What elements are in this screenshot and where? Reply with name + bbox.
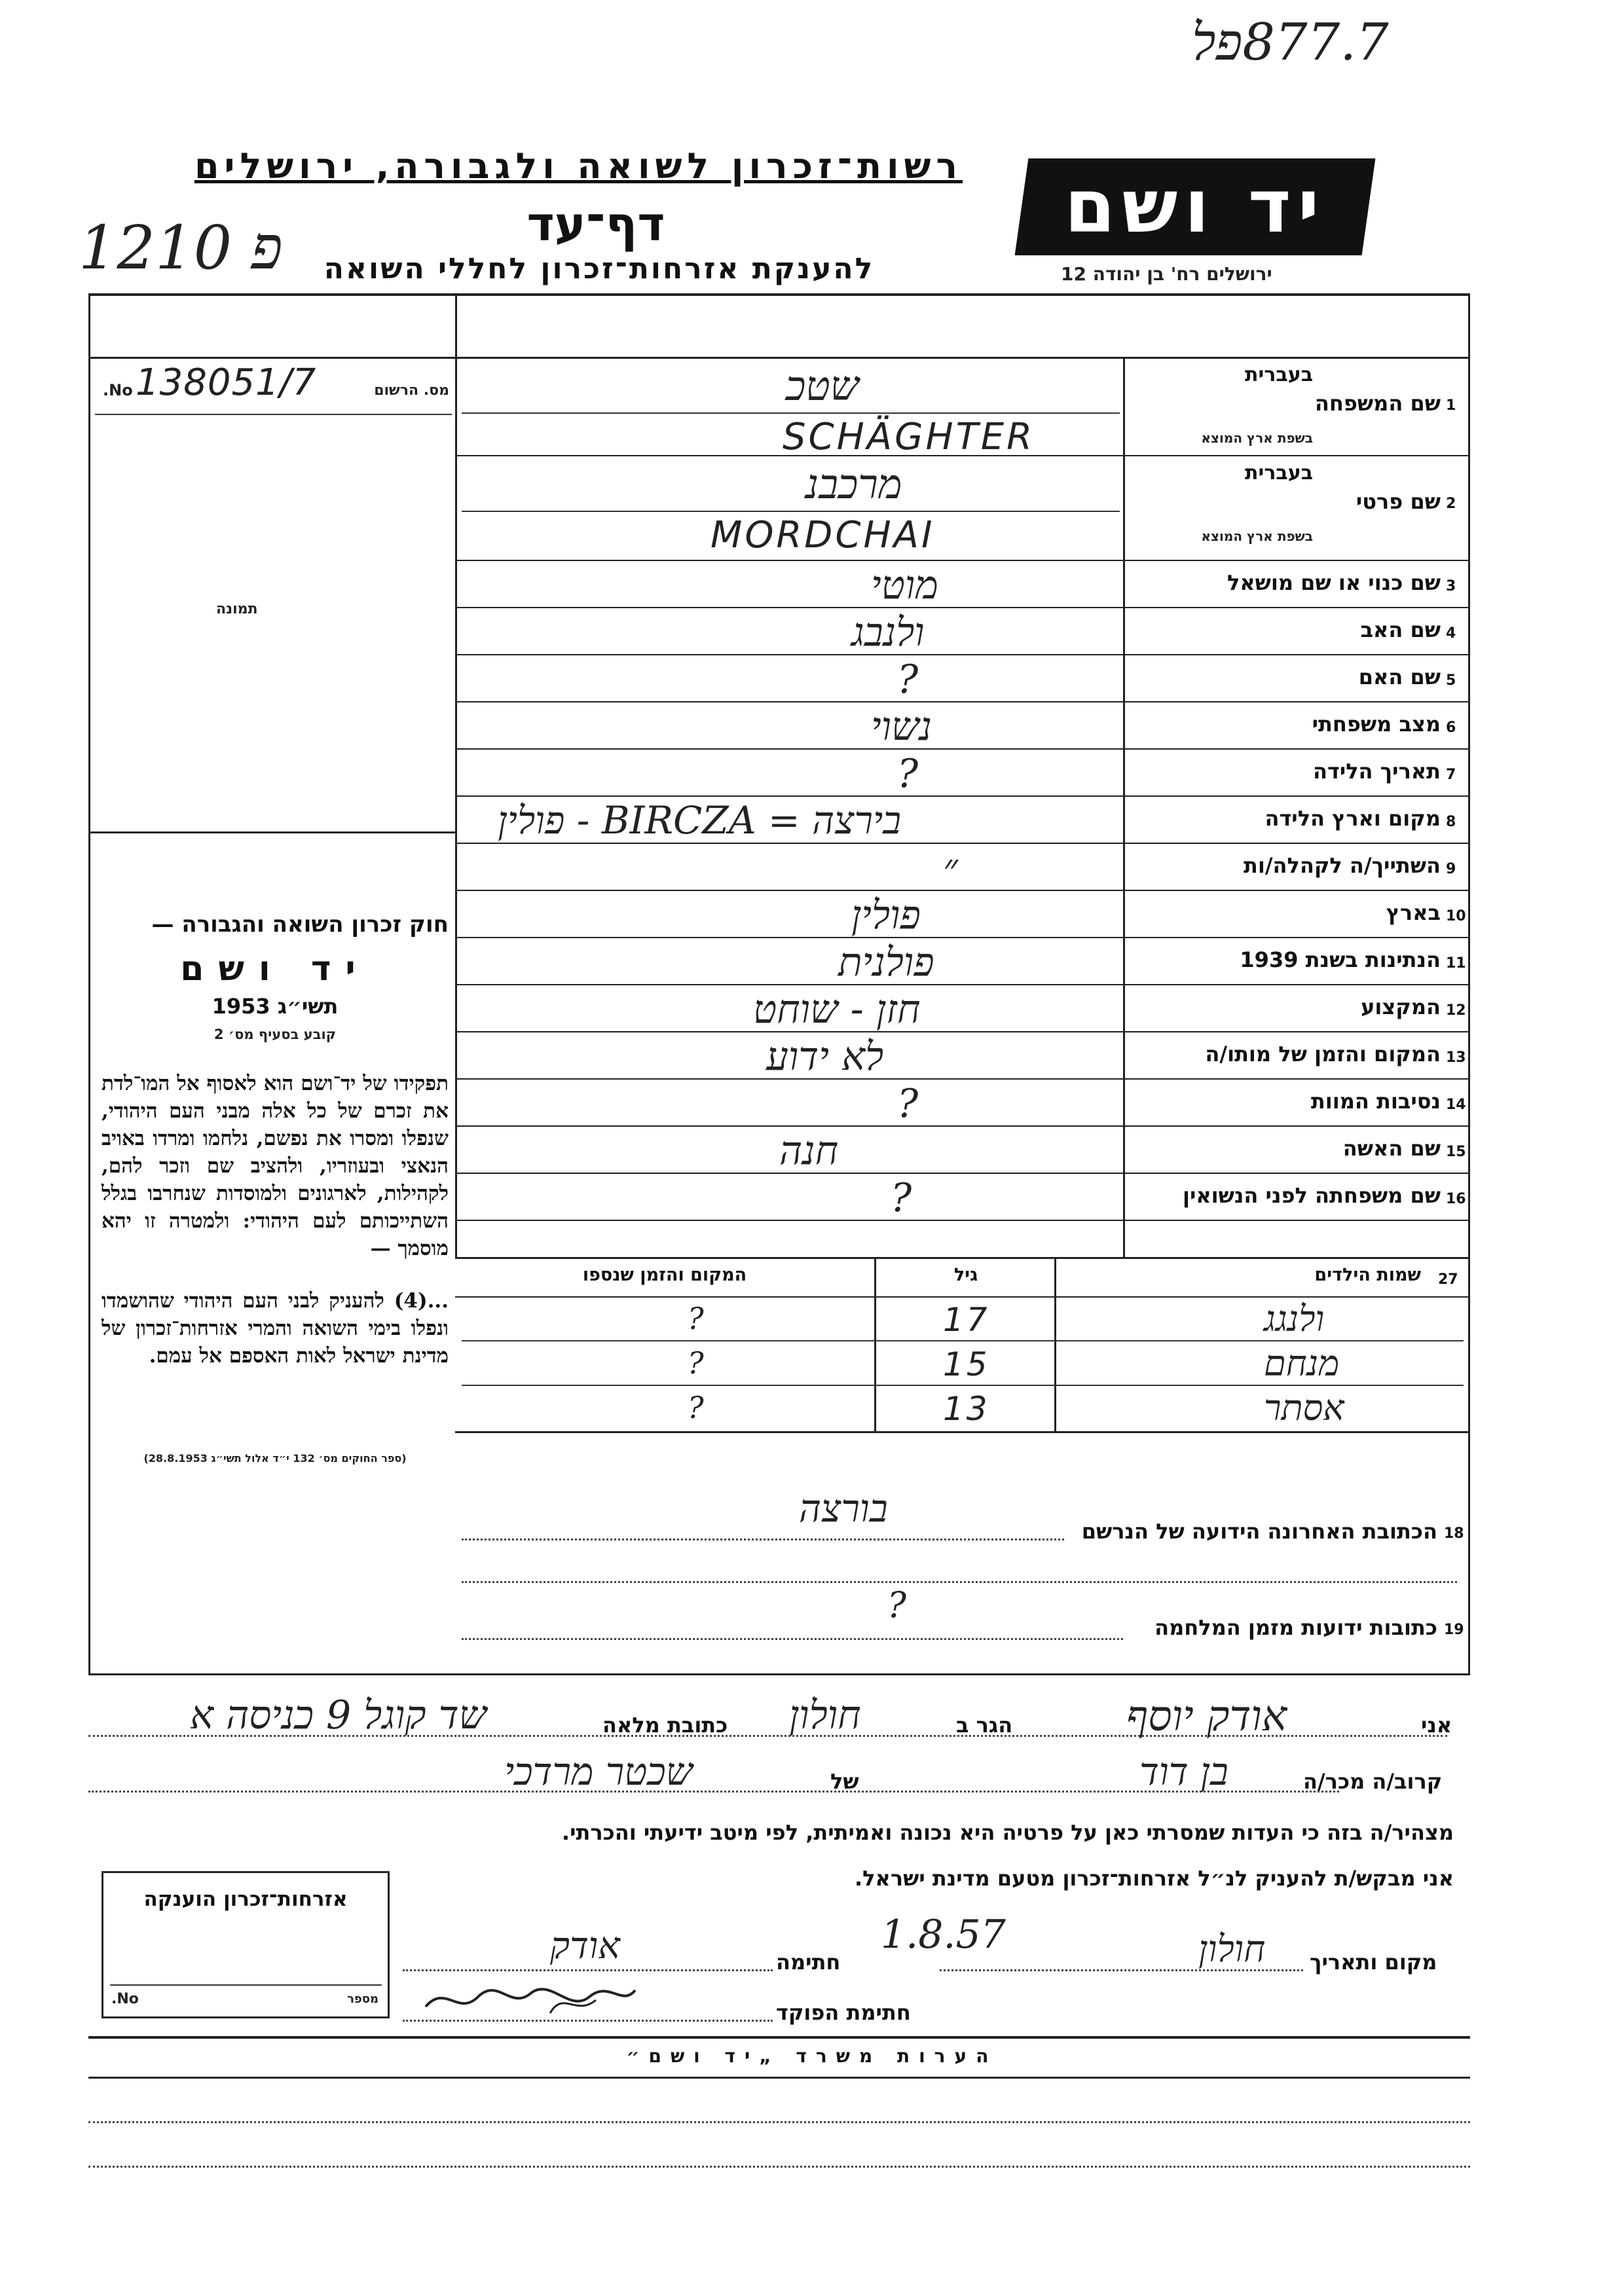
child-name: ולנגג [1264, 1298, 1325, 1339]
field-number-3: 3 [1446, 578, 1456, 594]
field-label-11: הנתינות בשנת 1939 [1240, 947, 1441, 972]
child-age: 15 [943, 1345, 990, 1383]
relation-label: קרוב/ה מכר/ה [1303, 1769, 1443, 1794]
field-label-12: המקצוע [1361, 994, 1441, 1019]
law-source: (ספר החוקים מס׳ 132 י״ד אלול תשי״ג 28.8.1953) [143, 1452, 407, 1465]
field-number-13: 13 [1446, 1049, 1466, 1066]
field-label-6: מצב משפחתי [1312, 712, 1441, 737]
field-number-2: 2 [1446, 496, 1456, 512]
field-label-14: נסיבות המוות [1310, 1089, 1441, 1114]
document-title: דף־עד [526, 196, 665, 251]
field-value-origin-1: SCHÄGHTER [783, 416, 1035, 458]
field-value-9: ״ [943, 845, 958, 891]
child-death-place: ? [688, 1301, 704, 1336]
yad-vashem-logo: יד ושם [1015, 158, 1376, 255]
field-number-1: 1 [1446, 397, 1456, 414]
field-label-8: מקום וארץ הלידה [1264, 806, 1441, 831]
field-label-4: שם האב [1360, 617, 1441, 642]
logo-address: ירושלים רח' בן יהודה 12 [1061, 263, 1272, 285]
registration-number: 138051/7 [136, 361, 317, 404]
field-label-13: המקום והזמן של מותו/ה [1205, 1042, 1441, 1066]
field-value-10: פולין [851, 892, 921, 938]
field-label-5: שם האם [1358, 665, 1441, 689]
field-sublabel-hebrew-2: בעברית [1245, 462, 1313, 484]
field-value-origin-2: MORDCHAI [710, 514, 935, 556]
declarant-name: אודק יוסף [1126, 1692, 1287, 1741]
field-number-6: 6 [1446, 720, 1456, 736]
citizenship-stamp-box: אזרחות־זכרון הוענקה No. מספר [101, 1871, 390, 2018]
field-number-18: 18 [1444, 1525, 1464, 1542]
declarant-ani-label: אני [1421, 1713, 1452, 1738]
law-title: חוק זכרון השואה והגבורה — [151, 911, 449, 938]
field-value-13: לא ידוע [766, 1034, 884, 1080]
field-number-8: 8 [1446, 814, 1456, 830]
relation-of-name: שכטר מרדכי [504, 1749, 693, 1794]
signature-label: חתימה [776, 1950, 841, 1975]
field-value-12: חזן - שוחט [753, 987, 921, 1032]
child-name: מנחם [1264, 1343, 1340, 1384]
field-value-5: ? [897, 657, 919, 702]
field-number-12: 12 [1446, 1002, 1466, 1019]
law-name: יד ושם [180, 949, 370, 989]
archive-reference: 877.7פל [1192, 13, 1389, 72]
children-place-header: המקום והזמן שנספו [582, 1265, 747, 1285]
field-value-7: ? [897, 751, 919, 797]
field-label-10: בארץ [1386, 900, 1441, 925]
field-number-15: 15 [1446, 1144, 1466, 1160]
declarant-signature: אודק [550, 1925, 620, 1967]
field-label-7: תאריך הלידה [1312, 759, 1441, 784]
field-value-6: נשוי [871, 704, 932, 750]
authority-title: רשות־זכרון לשואה ולגבורה, ירושלים [194, 145, 963, 187]
handwritten-file-mark: פ 1210 [79, 213, 283, 283]
child-name: אסתר [1264, 1387, 1344, 1429]
children-names-header: שמות הילדים [1314, 1265, 1421, 1285]
field-sublabel-origin-1: בשפת ארץ המוצא [1201, 430, 1313, 446]
field-value-8: בירצה = BIRCZA - פולין [498, 798, 902, 843]
field-number-5: 5 [1446, 672, 1456, 689]
field-value-3: מוטי [871, 562, 938, 608]
field-label-16: שם משפחתה לפני הנשואין [1182, 1183, 1441, 1208]
place-date-label: מקום ותאריך [1310, 1950, 1437, 1975]
field-value-15: חנה [779, 1128, 839, 1174]
law-clause: קובע בסעיף מס׳ 2 [213, 1027, 337, 1042]
declarant-city: חולון [789, 1692, 861, 1738]
field-number-19: 19 [1444, 1622, 1464, 1638]
field-value-hebrew-2: מרכבנ [805, 460, 902, 508]
declarant-address-label: כתובת מלאה [602, 1713, 728, 1738]
field-value-18: בורצה [799, 1486, 888, 1531]
place-value: חולון [1198, 1928, 1266, 1971]
declaration-line-1: מצהיר/ה בזה כי העדות שמסרתי כאן על פרטיה היא נכונה ואמיתית, לפי מיטב ידיעתי והכרתי. [561, 1820, 1454, 1845]
field-sublabel-origin-2: בשפת ארץ המוצא [1201, 528, 1313, 544]
field-number-14: 14 [1446, 1097, 1466, 1113]
field-label-1: שם המשפחה [1314, 391, 1441, 416]
children-field-number: 27 [1438, 1271, 1458, 1288]
children-age-header: גיל [953, 1265, 978, 1285]
declarant-lives-label: הגר ב [956, 1713, 1013, 1738]
declaration-line-2: אני מבקש/ת להעניק לנ״ל אזרחות־זכרון מטעם מדינת ישראל. [855, 1866, 1454, 1891]
field-number-16: 16 [1446, 1191, 1466, 1207]
document-subtitle: להענקת אזרחות־זכרון לחללי השואה [323, 252, 875, 285]
field-number-7: 7 [1446, 767, 1456, 783]
field-value-11: פולנית [838, 939, 934, 985]
field-sublabel-hebrew-1: בעברית [1245, 363, 1313, 386]
child-death-place: ? [688, 1390, 704, 1425]
official-signature-scribble [419, 1977, 642, 2023]
photo-placeholder: תמונה [216, 601, 258, 617]
field-label-19: כתובות ידועות מזמן המלחמה [1154, 1615, 1437, 1640]
child-age: 13 [943, 1390, 990, 1428]
child-death-place: ? [688, 1345, 704, 1381]
relation-of-label: של [830, 1769, 859, 1794]
law-text-1: תפקידו של יד־ושם הוא לאסוף אל המו־לדת את זכרם של כל אלה מבני העם היהודי, שנפלו ומסרו את נפשם, נלחמו ומרדו באויב הנאצי ובעוזריו, ולהציב שם וזכר להם, לקהילות, לארגונים ולמוסדות שנחרבו בגלל השתייכותם לעם היהודי: ולמטרה זו יהא מוסמך — [101, 1072, 449, 1260]
field-label-18: הכתובת האחרונה הידועה של הנרשם [1081, 1519, 1437, 1544]
declarant-address: שד קוגל 9 כניסה א [190, 1692, 487, 1738]
field-number-11: 11 [1446, 955, 1466, 972]
field-number-4: 4 [1446, 625, 1456, 642]
field-label-9: השתייך/ה לקהלה/ות [1243, 853, 1441, 878]
field-label-2: שם פרטי [1356, 489, 1441, 514]
field-label-15: שם האשה [1342, 1136, 1441, 1161]
law-text-2: ...(4) להעניק לבני העם היהודי שהושמדו ונפלו בימי השואה והמרי אזרחות־זכרון של מדינת ישראל לאות האספם אל עמם. [101, 1289, 449, 1368]
field-value-19: ? [887, 1584, 906, 1626]
law-year: תשי״ג 1953 [212, 994, 339, 1019]
date-value: 1.8.57 [881, 1912, 1006, 1958]
field-value-hebrew-1: שטכ [786, 362, 859, 410]
field-label-3: שם כנוי או שם מושאל [1227, 570, 1441, 595]
field-value-4: ולנבג [851, 610, 925, 655]
child-age: 17 [943, 1301, 990, 1339]
registration-field: No. 138051/7 מס. הרשום [103, 361, 449, 404]
field-number-10: 10 [1446, 908, 1466, 924]
official-signature-label: חתימת הפוקד [776, 2000, 911, 2025]
remarks-title: הערות משרד „יד ושם״ [626, 2045, 998, 2067]
field-value-16: ? [891, 1175, 912, 1221]
field-value-14: ? [897, 1081, 919, 1127]
field-number-9: 9 [1446, 861, 1456, 877]
relation-value: בן דוד [1139, 1749, 1228, 1794]
